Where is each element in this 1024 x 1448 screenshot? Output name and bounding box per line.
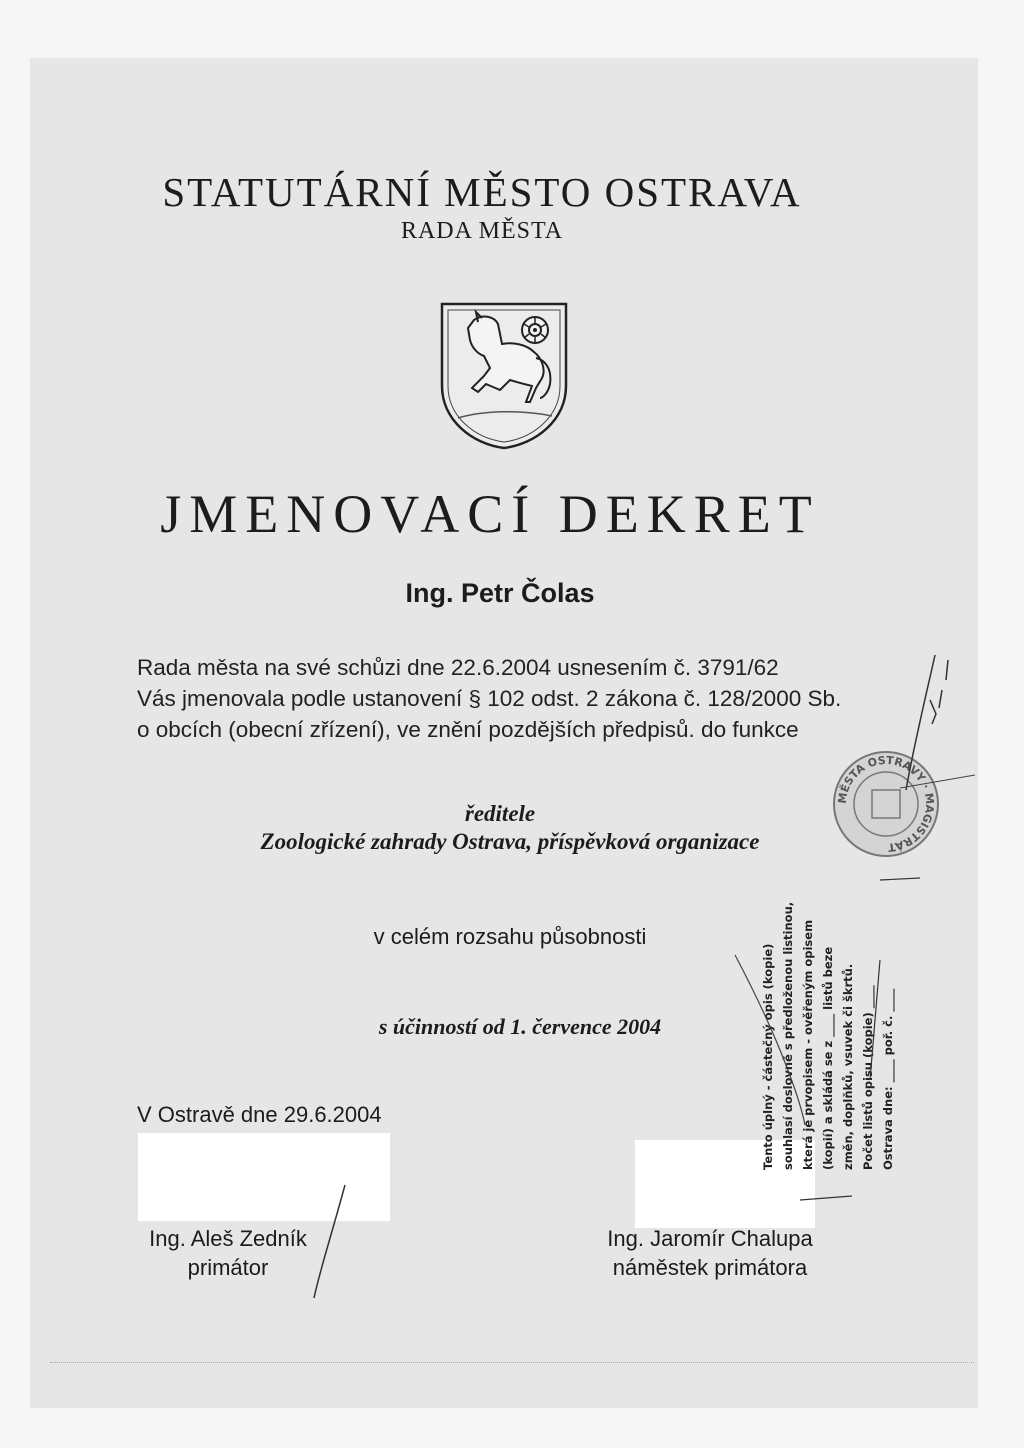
- scope-text: v celém rozsahu působnosti: [373, 924, 647, 949]
- signatory-2-role: náměstek primátora: [612, 1255, 808, 1280]
- signatory-1-name: Ing. Aleš Zedník: [149, 1226, 307, 1251]
- coat-of-arms-horse-rose-icon: [438, 298, 570, 450]
- seal-text: MĚSTA OSTRAVY · MAGISTRÁT: [835, 753, 937, 855]
- body-line-3: o obcích (obecní zřízení), ve znění pozdějších předpisů. do funkce: [137, 717, 799, 742]
- position-title: ředitele: [464, 801, 536, 826]
- body-line-1: Rada města na své schůzi dne 22.6.2004 usnesením č. 3791/62: [137, 655, 779, 680]
- stamp-line-4: (kopií) a skládá se z ____ listů beze: [821, 946, 835, 1170]
- stamp-line-6: Počet listů opisu (kopie) ____: [861, 985, 875, 1170]
- effective-date: s účinností od 1. července 2004: [378, 1014, 662, 1039]
- signatory-1-role: primátor: [187, 1255, 269, 1280]
- signatory-2-name: Ing. Jaromír Chalupa: [607, 1226, 813, 1251]
- stamp-line-7: Ostrava dne: ____ poř. č. ____: [881, 988, 895, 1170]
- stamp-line-2: souhlasí doslovně s předloženou listinou,: [781, 901, 795, 1170]
- city-heading: STATUTÁRNÍ MĚSTO OSTRAVA: [162, 169, 802, 215]
- position-organization: Zoologické zahrady Ostrava, příspěvková organizace: [260, 829, 760, 854]
- stamp-line-3: která je prvopisem - ověřeným opisem: [801, 919, 815, 1170]
- recipient-name: Ing. Petr Čolas: [405, 578, 595, 608]
- stamp-line-1: Tento úplný - částečný opis (kopie): [761, 943, 775, 1170]
- body-line-2: Vás jmenovala podle ustanovení § 102 odst. 2 zákona č. 128/2000 Sb.: [137, 686, 842, 711]
- round-seal-icon: [830, 748, 942, 860]
- place-and-date: V Ostravě dne 29.6.2004: [137, 1102, 382, 1127]
- bottom-dotted-line: [50, 1362, 974, 1363]
- council-heading: RADA MĚSTA: [400, 218, 564, 244]
- certification-stamp: [758, 870, 918, 1170]
- document-title: JMENOVACÍ DEKRET: [160, 484, 820, 544]
- stamp-line-5: změn, doplňků, vsuvek či škrtů.: [841, 963, 855, 1170]
- redacted-signature-1: [138, 1133, 390, 1221]
